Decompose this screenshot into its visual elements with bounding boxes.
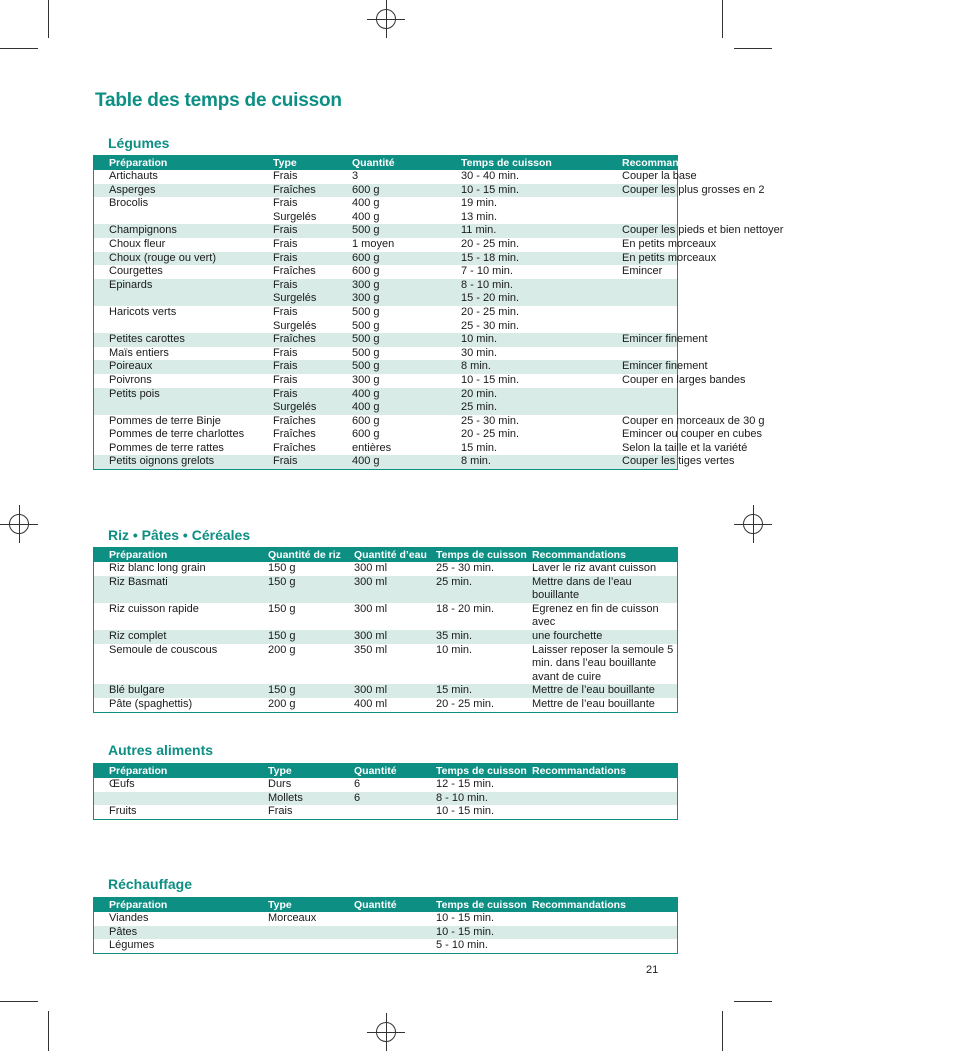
table-cell: 8 - 10 min. bbox=[436, 791, 488, 804]
table-cell bbox=[622, 306, 677, 320]
table-legumes bbox=[93, 155, 784, 470]
table-header bbox=[94, 764, 677, 778]
table-row bbox=[94, 684, 677, 698]
table-cell: Choux (rouge ou vert) bbox=[109, 251, 216, 264]
table-cell: 15 min. bbox=[461, 441, 498, 454]
table-cell: Petites carottes bbox=[109, 333, 185, 346]
table-cell: Frais bbox=[268, 805, 293, 818]
table-cell: 150 g bbox=[268, 629, 296, 642]
table-cell: 400 ml bbox=[354, 697, 388, 710]
table-cell: Pommes de terre charlottes bbox=[109, 428, 245, 441]
table-cell: 10 min. bbox=[436, 643, 473, 656]
table-cell: 300 ml bbox=[354, 575, 388, 588]
table-cell bbox=[622, 401, 677, 415]
table-cell: 13 min. bbox=[461, 210, 498, 223]
table-cell bbox=[532, 805, 677, 819]
table-cell: 25 min. bbox=[436, 575, 473, 588]
table-row bbox=[94, 778, 677, 792]
table-cell: Couper les tiges vertes bbox=[622, 455, 735, 468]
table-cell: 20 - 25 min. bbox=[436, 697, 495, 710]
table-cell: 10 min. bbox=[461, 333, 498, 346]
table-cell: Selon la taille et la variété bbox=[622, 441, 748, 454]
table-cell bbox=[532, 792, 677, 806]
table-cell: Frais bbox=[273, 455, 298, 468]
table-cell: 20 - 25 min. bbox=[461, 305, 520, 318]
table-cell: 150 g bbox=[268, 562, 296, 574]
table-row bbox=[94, 603, 677, 630]
table-row bbox=[94, 805, 677, 819]
table-cell: 10 - 15 min. bbox=[436, 912, 495, 924]
table-cell bbox=[109, 401, 273, 415]
table-cell bbox=[622, 320, 677, 334]
column-header: Recommandations bbox=[532, 549, 626, 561]
column-header: Recommandations bbox=[622, 157, 716, 169]
table-header bbox=[94, 548, 677, 562]
table-cell: Surgelés bbox=[273, 292, 317, 305]
table-row bbox=[94, 455, 735, 469]
table-cell: 300 g bbox=[352, 278, 380, 291]
table-cell: 30 min. bbox=[461, 346, 498, 359]
table-cell: Blé bulgare bbox=[109, 684, 165, 697]
table-cell: 25 - 30 min. bbox=[461, 319, 520, 332]
table-cell: Riz blanc long grain bbox=[109, 562, 206, 574]
table-rechauffage bbox=[93, 897, 678, 954]
table-row bbox=[94, 320, 677, 334]
table-cell: Frais bbox=[273, 197, 298, 210]
table-cell: 10 - 15 min. bbox=[461, 183, 520, 196]
table-cell: Poireaux bbox=[109, 360, 153, 373]
table-cell: 200 g bbox=[268, 697, 296, 710]
table-cell bbox=[532, 939, 677, 953]
column-header: Temps de cuisson bbox=[436, 899, 527, 911]
table-cell: 500 g bbox=[352, 319, 380, 332]
table-cell: Fruits bbox=[109, 805, 137, 818]
column-header: Préparation bbox=[109, 765, 168, 777]
column-header: Quantité bbox=[354, 765, 397, 777]
column-header: Préparation bbox=[109, 549, 168, 561]
table-cell: 600 g bbox=[352, 265, 380, 278]
table-cell: 400 g bbox=[352, 455, 380, 468]
table-cell: Frais bbox=[273, 305, 298, 318]
table-row bbox=[94, 912, 677, 926]
table-cell: 300 g bbox=[352, 292, 380, 305]
table-cell: 300 ml bbox=[354, 562, 388, 574]
table-cell: une fourchette bbox=[532, 629, 603, 642]
table-cell: 15 min. bbox=[436, 684, 473, 697]
table-row bbox=[94, 698, 677, 712]
table-cell: 18 - 20 min. bbox=[436, 602, 495, 615]
table-cell: Fraîches bbox=[273, 428, 316, 441]
table-cell: Choux fleur bbox=[109, 237, 166, 250]
table-cell bbox=[354, 939, 436, 953]
table-cell: Frais bbox=[273, 224, 298, 237]
table-cell: Fraîches bbox=[273, 414, 316, 427]
table-cell: Frais bbox=[273, 360, 298, 373]
table-header bbox=[94, 156, 716, 170]
table-cell: Couper en larges bandes bbox=[622, 373, 746, 386]
table-cell: 7 - 10 min. bbox=[461, 265, 513, 278]
table-cell bbox=[354, 926, 436, 940]
table-cell: Frais bbox=[273, 251, 298, 264]
section-title-legumes: Légumes bbox=[108, 135, 170, 151]
table-cell: 500 g bbox=[352, 346, 380, 359]
table-cell: Riz Basmati bbox=[109, 575, 168, 588]
table-cell bbox=[622, 388, 677, 402]
registration-mark-top bbox=[367, 0, 405, 38]
table-row bbox=[94, 939, 677, 953]
table-cell: 12 - 15 min. bbox=[436, 778, 495, 790]
table-row bbox=[94, 401, 677, 415]
table-cell: Laisser reposer la semoule 5 min. dans l’eau bouillante avant de cuire bbox=[532, 643, 674, 683]
crop-mark bbox=[48, 0, 49, 38]
table-cell: 500 g bbox=[352, 333, 380, 346]
table-cell: Emincer bbox=[622, 265, 663, 278]
table-cell: Fraîches bbox=[273, 333, 316, 346]
table-cell: Fraîches bbox=[273, 265, 316, 278]
table-cell: 30 - 40 min. bbox=[461, 170, 520, 182]
table-cell bbox=[109, 292, 273, 306]
table-cell: 400 g bbox=[352, 401, 380, 414]
table-cell: Légumes bbox=[109, 939, 155, 952]
section-title-riz: Riz • Pâtes • Céréales bbox=[108, 527, 251, 543]
table-cell: Fraîches bbox=[273, 441, 316, 454]
crop-mark bbox=[734, 1001, 772, 1002]
table-cell: Haricots verts bbox=[109, 305, 177, 318]
table-cell: 400 g bbox=[352, 197, 380, 210]
table-cell: 25 - 30 min. bbox=[461, 414, 520, 427]
registration-mark-bottom bbox=[367, 1013, 405, 1051]
crop-mark bbox=[0, 48, 38, 49]
table-row bbox=[94, 292, 677, 306]
table-cell: 10 - 15 min. bbox=[436, 805, 495, 818]
table-row bbox=[94, 347, 677, 361]
table-row bbox=[94, 237, 717, 252]
table-cell bbox=[268, 939, 354, 953]
table-cell: 8 min. bbox=[461, 360, 491, 373]
table-cell: Champignons bbox=[109, 224, 177, 237]
table-cell: 300 g bbox=[352, 373, 380, 386]
table-cell: 8 - 10 min. bbox=[461, 278, 513, 291]
table-cell: 6 bbox=[354, 778, 361, 790]
column-header: Temps de cuisson bbox=[461, 157, 552, 169]
table-cell: 500 g bbox=[352, 224, 380, 237]
table-cell: Couper en morceaux de 30 g bbox=[622, 414, 765, 427]
column-header: Recommandations bbox=[532, 765, 626, 777]
table-row bbox=[94, 170, 697, 184]
column-header: Quantité bbox=[354, 899, 397, 911]
table-cell: 20 - 25 min. bbox=[461, 428, 520, 441]
table-riz bbox=[93, 547, 678, 713]
table-cell bbox=[532, 778, 677, 792]
section-title-rechauffage: Réchauffage bbox=[108, 876, 193, 892]
table-row bbox=[94, 333, 708, 347]
table-row bbox=[94, 360, 708, 374]
column-header: Temps de cuisson bbox=[436, 765, 527, 777]
table-cell: 10 - 15 min. bbox=[436, 925, 495, 938]
table-cell: 15 - 18 min. bbox=[461, 251, 520, 264]
table-cell: 300 ml bbox=[354, 629, 388, 642]
column-header: Type bbox=[273, 157, 297, 169]
table-row bbox=[94, 441, 748, 456]
section-title-autres: Autres aliments bbox=[108, 742, 214, 758]
table-cell: Epinards bbox=[109, 278, 153, 291]
table-cell: Mettre de l’eau bouillante bbox=[532, 684, 655, 697]
table-row bbox=[94, 388, 677, 402]
table-cell: Œufs bbox=[109, 778, 135, 790]
column-header: Quantité d’eau bbox=[354, 549, 427, 561]
table-cell: entières bbox=[352, 441, 392, 454]
table-cell: Couper les pieds et bien nettoyer bbox=[622, 224, 784, 237]
column-header: Préparation bbox=[109, 899, 168, 911]
table-cell: 600 g bbox=[352, 428, 380, 441]
column-header: Type bbox=[268, 899, 292, 911]
table-cell: Poivrons bbox=[109, 373, 152, 386]
table-cell: Frais bbox=[273, 278, 298, 291]
table-row bbox=[94, 197, 677, 211]
table-cell: Pommes de terre rattes bbox=[109, 441, 224, 454]
table-cell: Asperges bbox=[109, 183, 156, 196]
table-cell: 300 ml bbox=[354, 602, 388, 615]
table-row bbox=[94, 926, 677, 940]
table-cell: Riz complet bbox=[109, 629, 167, 642]
table-header bbox=[94, 898, 677, 912]
table-cell: Frais bbox=[273, 237, 298, 250]
table-cell: 400 g bbox=[352, 210, 380, 223]
table-cell bbox=[354, 912, 436, 926]
table-cell: Petits pois bbox=[109, 387, 160, 400]
table-cell: 300 ml bbox=[354, 684, 388, 697]
table-row bbox=[94, 265, 677, 279]
table-row bbox=[94, 183, 765, 198]
table-cell: 500 g bbox=[352, 305, 380, 318]
table-cell: Morceaux bbox=[268, 912, 317, 924]
column-header: Recommandations bbox=[532, 899, 626, 911]
table-cell: 10 - 15 min. bbox=[461, 373, 520, 386]
table-cell: 6 bbox=[354, 791, 361, 804]
table-cell bbox=[532, 912, 677, 926]
table-cell: Emincer finement bbox=[622, 360, 708, 373]
table-cell: Durs bbox=[268, 778, 292, 790]
crop-mark bbox=[48, 1011, 49, 1051]
table-cell bbox=[622, 279, 677, 293]
table-cell: Artichauts bbox=[109, 170, 158, 182]
table-cell bbox=[622, 197, 677, 211]
table-cell: 400 g bbox=[352, 387, 380, 400]
table-cell bbox=[532, 926, 677, 940]
table-cell: 19 min. bbox=[461, 197, 498, 210]
table-cell: Pommes de terre Binje bbox=[109, 414, 221, 427]
page-title: Table des temps de cuisson bbox=[95, 90, 342, 111]
table-cell: 600 g bbox=[352, 183, 380, 196]
table-row bbox=[94, 251, 717, 266]
table-cell bbox=[268, 926, 354, 940]
table-cell: 25 min. bbox=[461, 401, 498, 414]
table-row bbox=[94, 644, 677, 685]
table-cell: 200 g bbox=[268, 643, 296, 656]
table-cell: Petits oignons grelots bbox=[109, 455, 215, 468]
table-cell: Laver le riz avant cuisson bbox=[532, 562, 657, 574]
table-row bbox=[94, 792, 677, 806]
table-cell: Semoule de couscous bbox=[109, 643, 218, 656]
table-cell: Maïs entiers bbox=[109, 346, 169, 359]
crop-mark bbox=[722, 0, 723, 38]
table-cell: 11 min. bbox=[461, 224, 497, 237]
table-cell: Pâte (spaghettis) bbox=[109, 697, 193, 710]
crop-mark bbox=[0, 1001, 38, 1002]
table-cell: 25 - 30 min. bbox=[436, 562, 495, 574]
table-cell: Pâtes bbox=[109, 925, 138, 938]
registration-mark-right bbox=[734, 505, 772, 543]
table-cell: 1 moyen bbox=[352, 237, 395, 250]
table-row bbox=[94, 428, 763, 442]
table-cell: 20 - 25 min. bbox=[461, 237, 520, 250]
table-cell: 150 g bbox=[268, 602, 296, 615]
table-cell bbox=[622, 292, 677, 306]
table-cell: Couper les plus grosses en 2 bbox=[622, 183, 765, 196]
table-cell: 3 bbox=[352, 170, 359, 182]
table-cell: 600 g bbox=[352, 414, 380, 427]
table-cell: Frais bbox=[273, 346, 298, 359]
table-autres bbox=[93, 763, 678, 820]
table-cell: En petits morceaux bbox=[622, 237, 717, 250]
table-cell: 500 g bbox=[352, 360, 380, 373]
table-row bbox=[94, 562, 677, 576]
table-cell bbox=[354, 805, 436, 819]
table-row bbox=[94, 224, 784, 238]
table-cell: Egrenez en fin de cuisson avec bbox=[532, 602, 659, 629]
table-cell: Mettre de l’eau bouillante bbox=[532, 697, 655, 710]
table-cell: 35 min. bbox=[436, 629, 473, 642]
table-row bbox=[94, 576, 677, 603]
page-number: 21 bbox=[646, 964, 659, 976]
table-cell: Viandes bbox=[109, 912, 149, 924]
column-header: Temps de cuisson bbox=[436, 549, 527, 561]
table-row bbox=[94, 630, 677, 644]
table-cell: Frais bbox=[273, 170, 298, 182]
table-cell: Mettre dans de l’eau bouillante bbox=[532, 575, 632, 602]
table-cell: Couper la base bbox=[622, 170, 697, 182]
table-cell: Brocolis bbox=[109, 197, 149, 210]
column-header: Préparation bbox=[109, 157, 168, 169]
table-cell: En petits morceaux bbox=[622, 251, 717, 264]
table-cell: 150 g bbox=[268, 684, 296, 697]
table-cell: 20 min. bbox=[461, 387, 498, 400]
column-header: Quantité bbox=[352, 157, 395, 169]
table-cell bbox=[622, 347, 677, 361]
table-cell: Emincer finement bbox=[622, 333, 708, 346]
table-cell: 5 - 10 min. bbox=[436, 939, 488, 952]
table-cell: 8 min. bbox=[461, 455, 491, 468]
table-row bbox=[94, 414, 765, 429]
table-cell: Frais bbox=[273, 387, 298, 400]
registration-mark-left bbox=[0, 505, 38, 543]
table-cell: 150 g bbox=[268, 575, 296, 588]
table-row bbox=[94, 211, 677, 225]
table-cell: 600 g bbox=[352, 251, 380, 264]
table-cell: Courgettes bbox=[109, 265, 163, 278]
table-cell bbox=[109, 211, 273, 225]
table-cell: 350 ml bbox=[354, 643, 388, 656]
table-cell: Frais bbox=[273, 373, 298, 386]
crop-mark bbox=[734, 48, 772, 49]
table-cell: Surgelés bbox=[273, 210, 317, 223]
table-row bbox=[94, 279, 677, 293]
table-cell bbox=[622, 211, 677, 225]
table-cell: Surgelés bbox=[273, 319, 317, 332]
column-header: Type bbox=[268, 765, 292, 777]
table-cell: Mollets bbox=[268, 791, 303, 804]
table-cell: Emincer ou couper en cubes bbox=[622, 428, 763, 441]
table-cell: Surgelés bbox=[273, 401, 317, 414]
table-cell bbox=[109, 320, 273, 334]
table-cell bbox=[109, 792, 268, 806]
table-row bbox=[94, 373, 746, 388]
table-row bbox=[94, 306, 677, 320]
table-cell: Fraîches bbox=[273, 183, 316, 196]
column-header: Quantité de riz bbox=[268, 549, 341, 561]
crop-mark bbox=[722, 1011, 723, 1051]
table-cell: Riz cuisson rapide bbox=[109, 602, 199, 615]
table-cell: 15 - 20 min. bbox=[461, 292, 520, 305]
